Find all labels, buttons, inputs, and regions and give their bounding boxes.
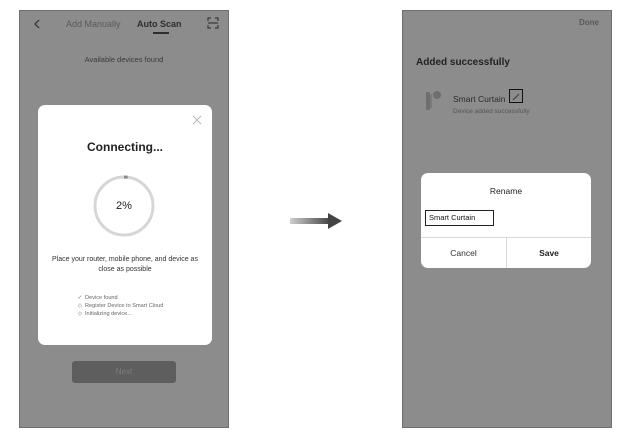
save-button[interactable]: Save	[539, 248, 559, 258]
step-label: Register Device to Smart Cloud	[85, 303, 164, 309]
rename-dialog-title: Rename	[489, 186, 523, 196]
done-button[interactable]: Done	[579, 18, 599, 27]
rename-input[interactable]: Smart Curtain	[425, 210, 494, 226]
step-label: Device found	[85, 295, 118, 301]
smart-curtain-icon	[422, 88, 448, 114]
device-status: Device added successfully	[453, 108, 530, 115]
progress-percent: 2%	[116, 200, 132, 212]
transition-arrow-icon	[290, 212, 342, 230]
check-icon: ✓	[77, 295, 83, 301]
modal-description: Place your router, mobile phone, and device as close as possible	[52, 256, 198, 273]
available-devices-text: Available devices found	[84, 55, 164, 64]
step-device-found	[76, 294, 206, 302]
next-button[interactable]: Next	[72, 361, 176, 383]
added-title: Added successfully	[416, 57, 510, 68]
step-register-device	[76, 302, 206, 310]
diamond-icon: ◇	[77, 303, 83, 309]
active-tab-indicator	[153, 32, 169, 34]
modal-title: Connecting...	[87, 140, 163, 154]
back-arrow-icon[interactable]	[30, 17, 44, 31]
edit-icon[interactable]	[509, 89, 523, 103]
step-initializing	[76, 310, 206, 318]
connecting-modal	[38, 105, 212, 345]
close-icon[interactable]	[192, 115, 202, 125]
connection-steps	[76, 294, 206, 318]
step-label: Initializing device...	[85, 311, 132, 317]
tab-auto-scan[interactable]: Auto Scan	[137, 19, 182, 29]
rename-dialog	[421, 173, 591, 268]
diamond-icon: ◇	[77, 311, 83, 317]
cancel-button[interactable]: Cancel	[450, 248, 477, 258]
added-successfully-screen	[402, 10, 612, 428]
device-name: Smart Curtain	[453, 94, 506, 104]
scan-icon[interactable]	[206, 16, 220, 30]
tab-add-manually[interactable]: Add Manually	[66, 19, 121, 29]
auto-scan-screen	[19, 10, 229, 428]
top-bar	[20, 11, 228, 39]
